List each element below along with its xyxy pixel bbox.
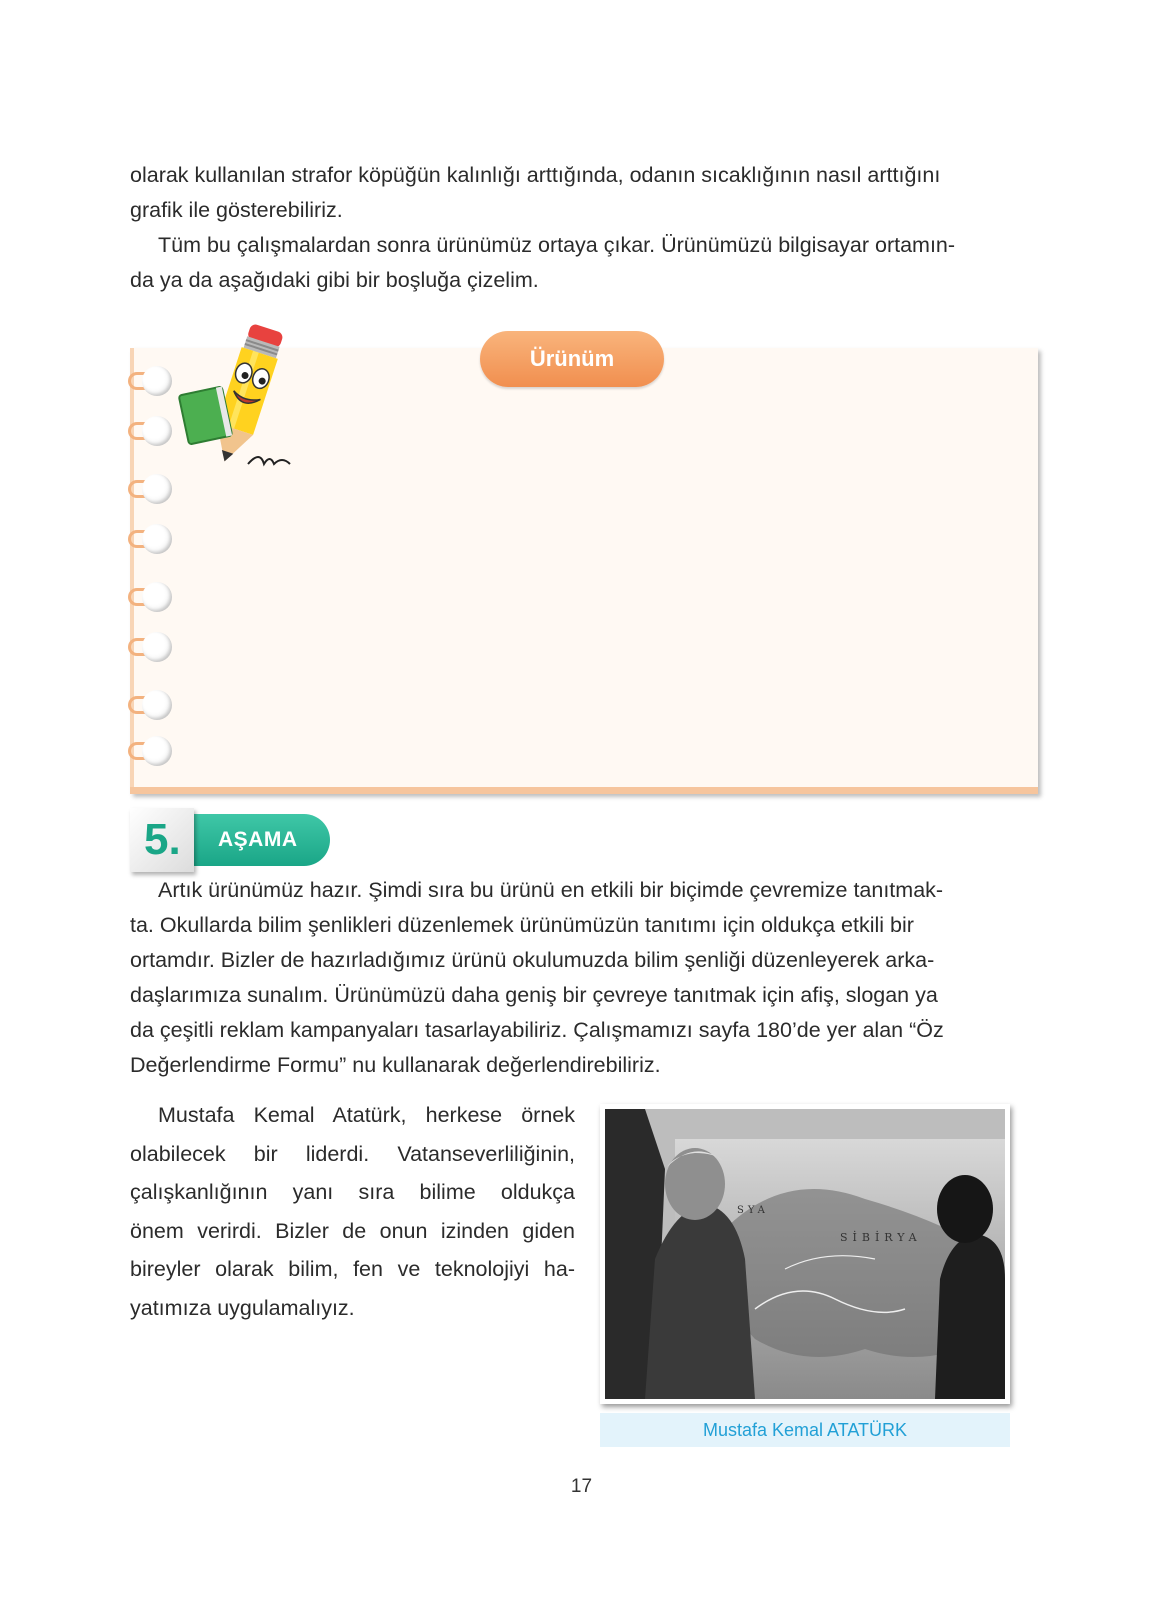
- stage-badge: [130, 808, 330, 872]
- spiral-ring: [124, 470, 176, 510]
- ataturk-line: bireyler olarak bilim, fen ve teknolojiyi ha-: [130, 1257, 575, 1281]
- stage-label: AŞAMA: [218, 828, 298, 851]
- stage-paragraph: [130, 873, 1030, 1083]
- spiral-ring: [124, 578, 176, 618]
- stage-line: da çeşitli reklam kampanyaları tasarlayabiliriz. Çalışmamızı sayfa 180’de yer alan “Öz: [130, 1018, 944, 1042]
- ataturk-line: Mustafa Kemal Atatürk, herkese örnek: [158, 1103, 575, 1127]
- stage-line: daşlarımıza sunalım. Ürünümüzü daha geniş bir çevreye tanıtmak için afiş, slogan ya: [130, 983, 938, 1007]
- stage-line: ta. Okullarda bilim şenlikleri düzenlemek ürünümüzün tanıtımı için oldukça etkili bir: [130, 913, 914, 937]
- intro-line: Tüm bu çalışmalardan sonra ürünümüz ortaya çıkar. Ürünümüzü bilgisayar ortamın-: [158, 233, 956, 257]
- ataturk-line: olabilecek bir liderdi. Vatanseverliliğinin,: [130, 1141, 575, 1166]
- stage-number: 5.: [144, 815, 181, 864]
- spiral-ring: [124, 520, 176, 560]
- intro-line: da ya da aşağıdaki gibi bir boşluğa çizelim.: [130, 268, 539, 292]
- ataturk-paragraph: [130, 1096, 575, 1327]
- spiral-ring: [124, 686, 176, 726]
- map-label: SİBİRYA: [840, 1231, 922, 1244]
- map-label: SYA: [737, 1205, 769, 1216]
- photo-image: [605, 1109, 1005, 1399]
- spiral-ring: [124, 362, 176, 402]
- pencil-mascot-icon: [178, 318, 308, 478]
- ataturk-line: çalışkanlığının yanı sıra bilime oldukça: [130, 1180, 575, 1204]
- stage-line: Artık ürünümüz hazır. Şimdi sıra bu ürünü en etkili bir biçimde çevremize tanıtmak-: [158, 878, 944, 902]
- intro-paragraph: [130, 158, 1030, 298]
- stage-number-cube: [130, 808, 194, 872]
- photo-caption: Mustafa Kemal ATATÜRK: [600, 1413, 1010, 1447]
- ataturk-photo: [600, 1104, 1010, 1404]
- intro-line: grafik ile gösterebiliriz.: [130, 198, 343, 222]
- ataturk-line: önem verirdi. Bizler de onun izinden giden: [130, 1218, 575, 1243]
- spiral-ring: [124, 732, 176, 772]
- spiral-ring: [124, 412, 176, 452]
- spiral-ring: [124, 628, 176, 668]
- product-tag: Ürünüm: [480, 331, 664, 387]
- page-number: 17: [570, 1476, 593, 1497]
- stage-line: ortamdır. Bizler de hazırladığımız ürünü okulumuzda bilim şenliği düzenleyerek arka-: [130, 948, 935, 972]
- stage-line: Değerlendirme Formu” nu kullanarak değerlendirebiliriz.: [130, 1053, 661, 1077]
- intro-line: olarak kullanılan strafor köpüğün kalınlığı arttığında, odanın sıcaklığının nasıl arttığını: [130, 163, 941, 187]
- ataturk-line: yatımıza uygulamalıyız.: [130, 1295, 355, 1320]
